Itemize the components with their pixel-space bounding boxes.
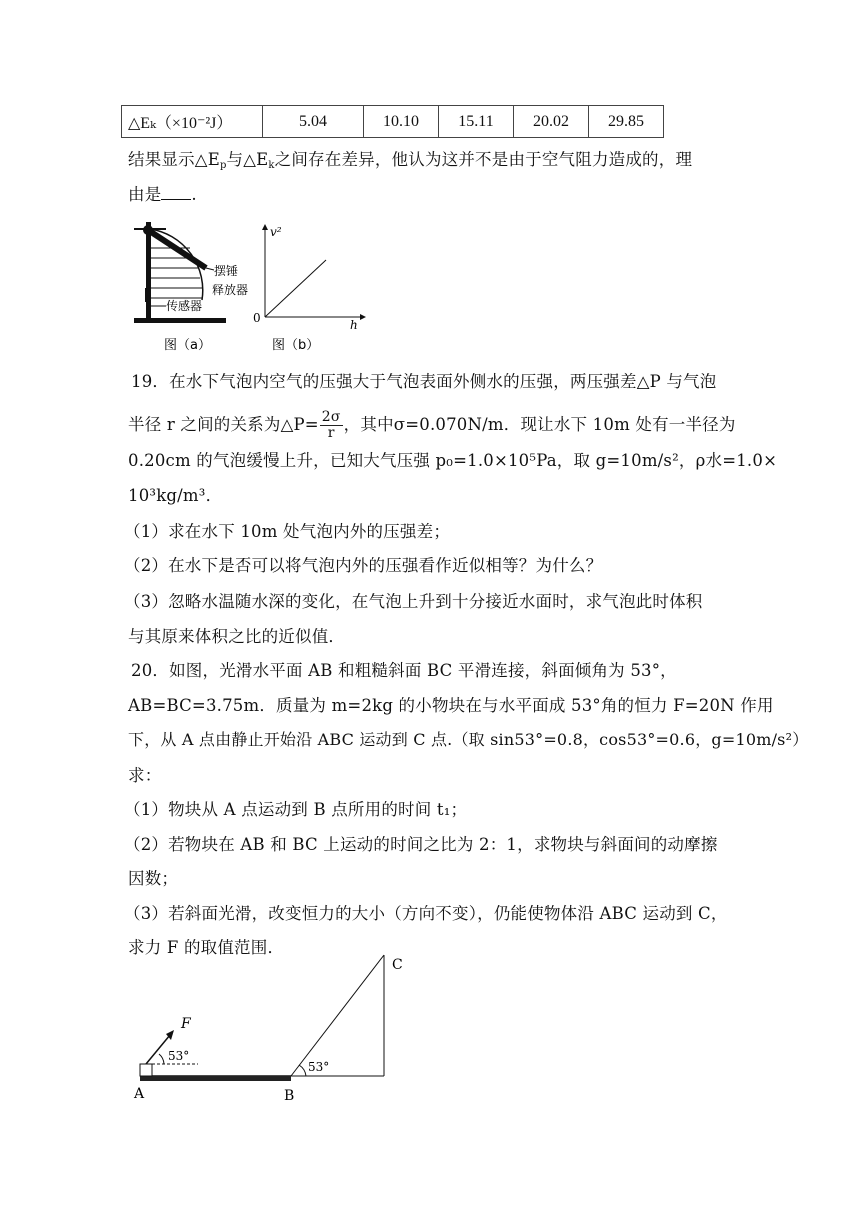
label-F: F xyxy=(181,1016,191,1032)
table-cell: 20.02 xyxy=(514,106,589,138)
figure-b-v2-h-graph xyxy=(250,222,370,357)
q19-sub3a: （3）忽略水温随水深的变化，在气泡上升到十分接近水面时，求气泡此时体积 xyxy=(124,592,703,611)
axis-y-label: v² xyxy=(270,225,282,239)
figure-a-apparatus xyxy=(130,218,265,358)
q19-line3: 0.20cm 的气泡缓慢上升，已知大气压强 p₀=1.0×10⁵Pa，取 g=10m/s²，ρ水=1.0× xyxy=(128,451,778,470)
q20-line4: 求： xyxy=(128,766,162,785)
table-cell: 5.04 xyxy=(263,106,364,138)
q19-line4: 10³kg/m³． xyxy=(128,486,223,505)
label-hammer: 摆锤 xyxy=(214,264,239,278)
q20-sub3a: （3）若斜面光滑，改变恒力的大小（方向不变），仍能使物体沿 ABC 运动到 C， xyxy=(124,904,728,923)
q20-line1: 20．如图，光滑水平面 AB 和粗糙斜面 BC 平滑连接，斜面倾角为 53°， xyxy=(131,661,677,680)
q19-sub1: （1）求在水下 10m 处气泡内外的压强差； xyxy=(124,522,451,541)
answer-blank xyxy=(161,185,191,200)
caption-a: 图（a） xyxy=(164,338,211,353)
table-cell: 10.10 xyxy=(364,106,439,138)
origin-label: 0 xyxy=(253,311,261,325)
table-row xyxy=(122,106,664,138)
point-B-label: B xyxy=(284,1088,295,1104)
q20-line2: AB=BC=3.75m．质量为 m=2kg 的小物块在与水平面成 53°角的恒力 F=20N 作用 xyxy=(128,696,774,715)
q19-line1: 19．在水下气泡内空气的压强大于气泡表面外侧水的压强，两压强差△P 与气泡 xyxy=(131,372,717,391)
angle-F-label: 53° xyxy=(168,1049,190,1063)
q20-line3: 下，从 A 点由静止开始沿 ABC 运动到 C 点.（取 sin53°=0.8，cos53°=0.6，g=10m/s²） xyxy=(128,730,809,749)
caption-b: 图（b） xyxy=(272,338,320,353)
table-header-cell: △Eₖ（×10⁻²J） xyxy=(122,106,263,138)
energy-table xyxy=(121,105,664,138)
q19-sub3b: 与其原来体积之比的近似值． xyxy=(128,627,346,646)
q20-sub2b: 因数； xyxy=(128,869,179,888)
point-C-label: C xyxy=(392,957,403,973)
label-release: 释放器 xyxy=(212,283,249,297)
q20-sub3b: 求力 F 的取值范围． xyxy=(128,938,285,957)
figure-incline xyxy=(128,950,418,1105)
q19-line2: 半径 r 之间的关系为△P= $\frac{2\sigma}{r}$ ，其中σ=0.070N/m．现让水下 10m 处有一半径为 xyxy=(128,409,736,441)
table-cell: 29.85 xyxy=(589,106,664,138)
table-cell: 15.11 xyxy=(439,106,514,138)
label-sensor: 传感器 xyxy=(166,299,203,313)
axis-x-label: h xyxy=(350,318,358,332)
fraction: $\frac{2\sigma}{r}$ xyxy=(321,409,341,441)
q18-text-line1: 结果显示$\triangle E_p$与$\triangle E_k$之间存在差异，他认为这并不是由于空气阻力造成的，理 xyxy=(128,150,693,171)
q19-sub2: （2）在水下是否可以将气泡内外的压强看作近似相等？为什么？ xyxy=(124,556,603,575)
angle-B-label: 53° xyxy=(308,1060,330,1074)
q20-sub1: （1）物块从 A 点运动到 B 点所用的时间 t₁； xyxy=(124,800,468,819)
q20-sub2a: （2）若物块在 AB 和 BC 上运动的时间之比为 2：1，求物块与斜面间的动摩擦 xyxy=(124,835,718,854)
point-A-label: A xyxy=(134,1086,145,1102)
q18-text-line2: 由是 . xyxy=(128,185,197,204)
